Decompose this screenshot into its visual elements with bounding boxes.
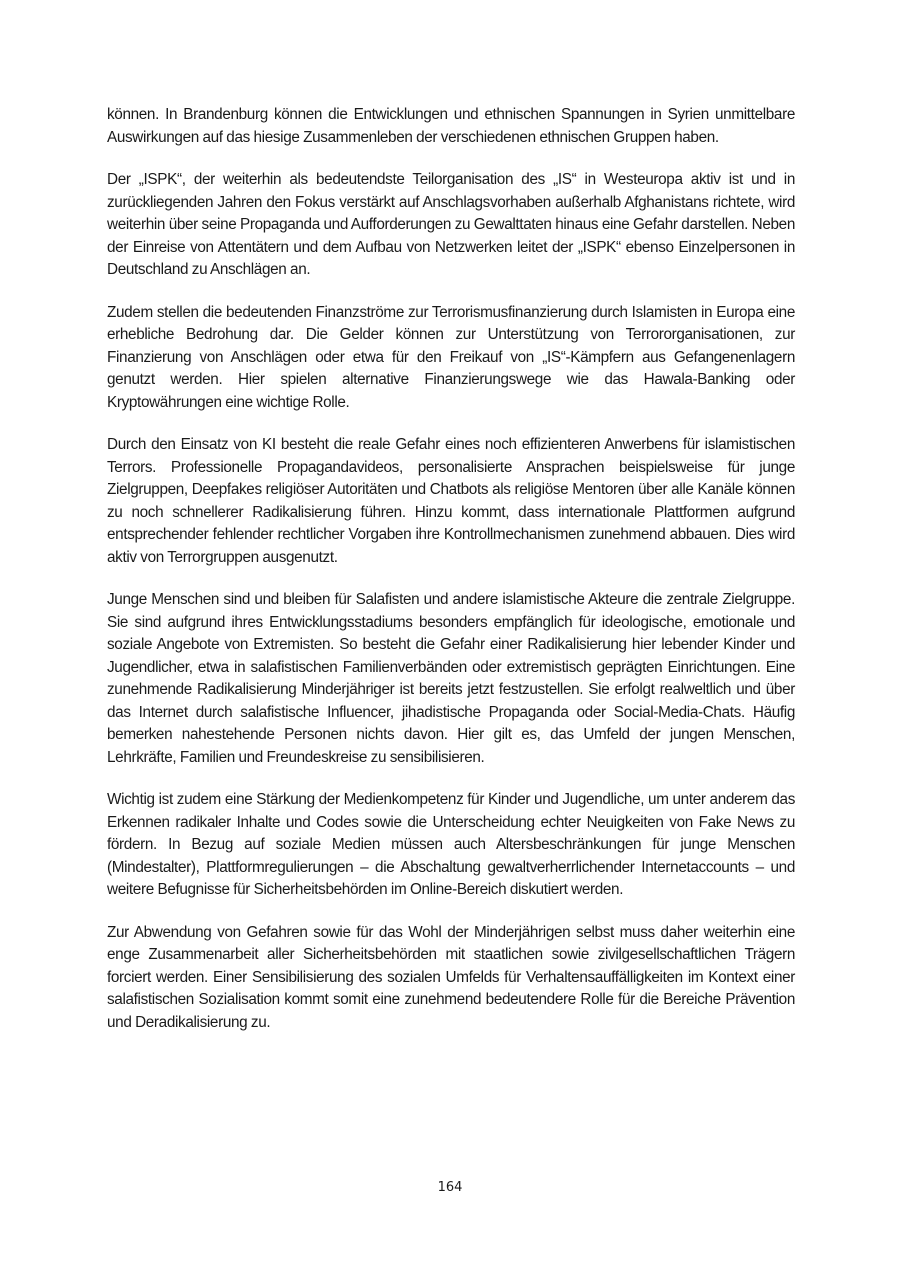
paragraph-ai-recruitment: Durch den Einsatz von KI besteht die reale Gefahr eines noch effizienteren Anwerbens für islamistischen Terrors. Professionelle Propagandavideos, personalisierte Ansprachen beispielsweise für junge Zielgruppen, Deepfakes religiöser Autoritäten und Chatbots als religiöse Mentoren über alle Kanäle können zu noch schnellerer Radikalisierung führen. Hinzu kommt, dass internationale Plattformen aufgrund entsprechender fehlender rechtlicher Vorgaben ihre Kontrollmechanismen zunehmend abbauen. Dies wird aktiv von Terrorgruppen ausgenutzt. <box>107 436 795 566</box>
body-text <box>107 104 795 1054</box>
paragraph-ispk: Der „ISPK“, der weiterhin als bedeutendste Teilorganisation des „IS“ in Westeuropa aktiv ist und in zurückliegenden Jahren den Fokus verstärkt auf Anschlagsvorhaben außerhalb Afghanistans richtete, wird weiterhin über seine Propaganda und Aufforderungen zu Gewalttaten hinaus eine Gefahr darstellen. Neben der Einreise von Attentätern und dem Aufbau von Netzwerken leitet der „ISPK“ ebenso Einzelpersonen in Deutschland zu Anschlägen an. <box>107 171 795 278</box>
paragraph-syria-tensions: können. In Brandenburg können die Entwicklungen und ethnischen Spannungen in Syrien unmittelbare Auswirkungen auf das hiesige Zusammenleben der verschiedenen ethnischen Gruppen haben. <box>107 106 795 146</box>
paragraph-media-literacy: Wichtig ist zudem eine Stärkung der Medienkompetenz für Kinder und Jugendliche, um unter anderem das Erkennen radikaler Inhalte und Codes sowie die Unterscheidung echter Neuigkeiten von Fake News zu fördern. In Bezug auf soziale Medien müssen auch Altersbeschränkungen für junge Menschen (Mindestalter), Plattformregulierungen – die Abschaltung gewaltverherrlichender Internetaccounts – und weitere Befugnisse für Sicherheitsbehörden im Online-Bereich diskutiert werden. <box>107 791 795 898</box>
paragraph-terror-financing: Zudem stellen die bedeutenden Finanzströme zur Terrorismusfinanzierung durch Islamisten in Europa eine erhebliche Bedrohung dar. Die Gelder können zur Unterstützung von Terrororganisationen, zur Finanzierung von Anschlägen oder etwa für den Freikauf von „IS“-Kämpfern aus Gefangenenlagern genutzt werden. Hier spielen alternative Finanzierungswege wie das Hawala-Banking oder Kryptowährungen eine wichtige Rolle. <box>107 303 795 411</box>
page-number: 164 <box>437 1180 463 1195</box>
paragraph-cooperation: Zur Abwendung von Gefahren sowie für das Wohl der Minderjährigen selbst muss daher weiterhin eine enge Zusammenarbeit aller Sicherheitsbehörden mit staatlichen sowie zivilgesellschaftlichen Trägern forciert werden. Einer Sensibilisierung des sozialen Umfelds für Verhaltensauffälligkeiten im Kontext einer salafistischen Sozialisation kommt somit eine zunehmend bedeutendere Rolle für die Bereiche Prävention und Deradikalisierung zu. <box>107 923 795 1031</box>
paragraph-young-people: Junge Menschen sind und bleiben für Salafisten und andere islamistische Akteure die zentrale Zielgruppe. Sie sind aufgrund ihres Entwicklungsstadiums besonders empfänglich für ideologische, emotionale und soziale Angebote von Extremisten. So besteht die Gefahr einer Radikalisierung hier lebender Kinder und Jugendlicher, etwa in salafistischen Familienverbänden oder extremistisch geprägten Einrichtungen. Eine zunehmende Radikalisierung Minderjähriger ist bereits jetzt festzustellen. Sie erfolgt realweltlich und über das Internet durch salafistische Influencer, jihadistische Propaganda oder Social-Media-Chats. Häufig bemerken nahestehende Personen nichts davon. Hier gilt es, das Umfeld der jungen Menschen, Lehrkräfte, Familien und Freundeskreise zu sensibilisieren. <box>107 591 795 766</box>
